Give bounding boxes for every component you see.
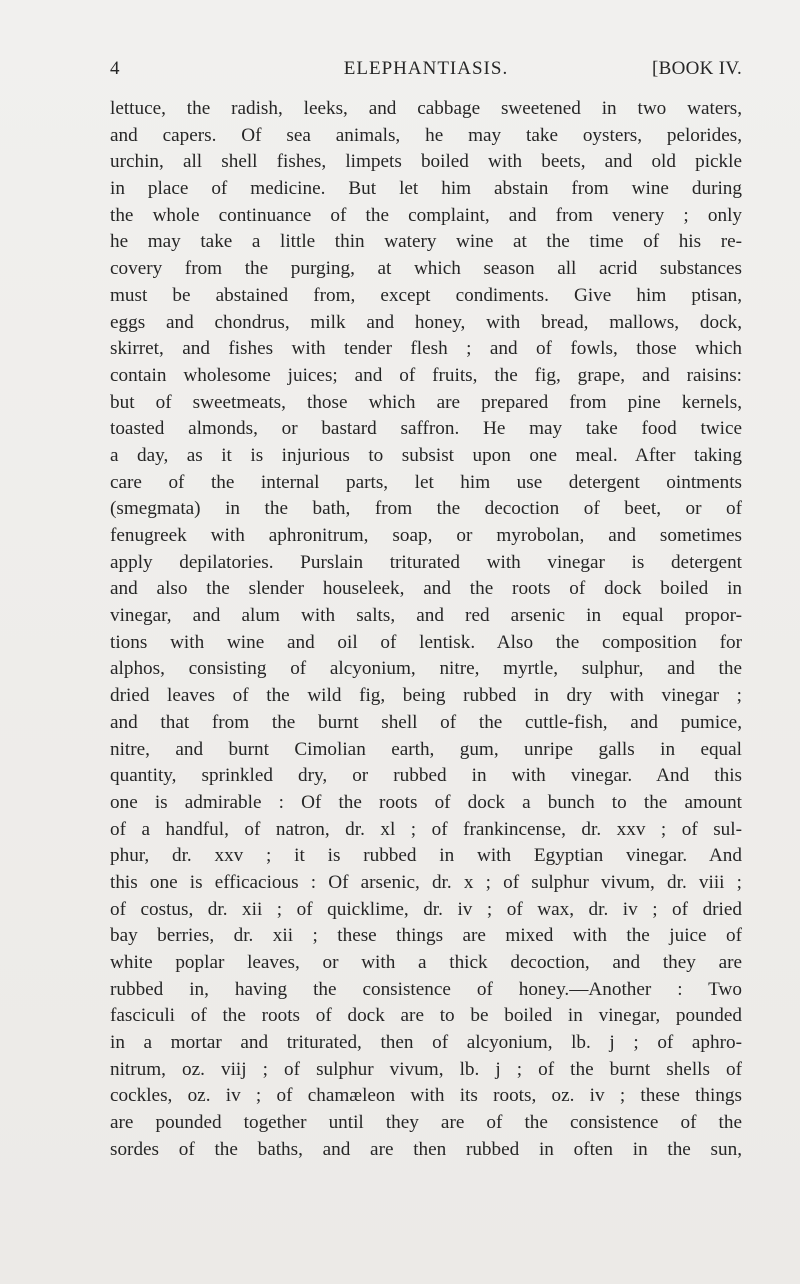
- text-line: a day, as it is injurious to subsist upon one meal. After taking: [110, 444, 742, 466]
- text-line: of costus, dr. xii ; of quicklime, dr. iv ; of wax, dr. iv ; of dried: [110, 898, 742, 920]
- text-line: must be abstained from, except condiments. Give him ptisan,: [110, 284, 742, 306]
- page-header: [110, 52, 742, 86]
- text-line: in place of medicine. But let him abstain from wine during: [110, 178, 742, 200]
- text-line: contain wholesome juices; and of fruits, the fig, grape, and raisins:: [110, 364, 742, 386]
- text-line: of a handful, of natron, dr. xl ; of frankincense, dr. xxv ; of sul-: [110, 818, 742, 840]
- text-line: the whole continuance of the complaint, and from venery ; only: [110, 204, 742, 226]
- text-line: lettuce, the radish, leeks, and cabbage sweetened in two waters,: [110, 98, 742, 119]
- text-line: care of the internal parts, let him use detergent ointments: [110, 471, 742, 493]
- text-line: urchin, all shell fishes, limpets boiled with beets, and old pickle: [110, 151, 742, 173]
- page-number: 4: [110, 58, 120, 79]
- text-line: toasted almonds, or bastard saffron. He may take food twice: [110, 418, 742, 440]
- text-line: nitre, and burnt Cimolian earth, gum, unripe galls in equal: [110, 738, 742, 760]
- text-line: rubbed in, having the consistence of honey.—Another : Two: [110, 978, 742, 1000]
- text-line: covery from the purging, at which season all acrid substances: [110, 258, 742, 280]
- text-line: eggs and chondrus, milk and honey, with bread, mallows, dock,: [110, 311, 742, 333]
- text-line: dried leaves of the wild fig, being rubbed in dry with vinegar ;: [110, 685, 742, 707]
- text-line: fasciculi of the roots of dock are to be boiled in vinegar, pounded: [110, 1005, 742, 1027]
- text-line: alphos, consisting of alcyonium, nitre, myrtle, sulphur, and the: [110, 658, 742, 680]
- text-line: apply depilatories. Purslain triturated with vinegar is detergent: [110, 551, 742, 573]
- text-line: (smegmata) in the bath, from the decoction of beet, or of: [110, 498, 742, 520]
- text-line: nitrum, oz. viij ; of sulphur vivum, lb. j ; of the burnt shells of: [110, 1058, 742, 1080]
- text-line: and capers. Of sea animals, he may take oysters, pelorides,: [110, 124, 742, 146]
- text-line: he may take a little thin watery wine at the time of his re-: [110, 231, 742, 253]
- book-label: [BOOK IV.: [652, 58, 742, 79]
- text-line: cockles, oz. iv ; of chamæleon with its roots, oz. iv ; these things: [110, 1085, 742, 1107]
- text-line: in a mortar and triturated, then of alcyonium, lb. j ; of aphro-: [110, 1032, 742, 1054]
- text-line: phur, dr. xxv ; it is rubbed in with Egyptian vinegar. And: [110, 845, 742, 867]
- body-text: [110, 96, 742, 1164]
- text-line: but of sweetmeats, those which are prepared from pine kernels,: [110, 391, 742, 413]
- text-line: tions with wine and oil of lentisk. Also the composition for: [110, 631, 742, 653]
- text-line: bay berries, dr. xii ; these things are mixed with the juice of: [110, 925, 742, 947]
- text-line: quantity, sprinkled dry, or rubbed in with vinegar. And this: [110, 765, 742, 787]
- text-line: fenugreek with aphronitrum, soap, or myrobolan, and sometimes: [110, 525, 742, 546]
- text-line: sordes of the baths, and are then rubbed in often in the sun,: [110, 1138, 742, 1160]
- text-line: are pounded together until they are of the consistence of the: [110, 1112, 742, 1134]
- text-line: vinegar, and alum with salts, and red arsenic in equal propor-: [110, 605, 742, 627]
- text-line: skirret, and fishes with tender flesh ; and of fowls, those which: [110, 338, 742, 360]
- text-line: and also the slender houseleek, and the roots of dock boiled in: [110, 578, 742, 600]
- running-title: ELEPHANTIASIS.: [343, 58, 509, 79]
- text-line: and that from the burnt shell of the cuttle-fish, and pumice,: [110, 711, 742, 733]
- text-line: this one is efficacious : Of arsenic, dr. x ; of sulphur vivum, dr. viii ;: [110, 871, 742, 893]
- text-line: white poplar leaves, or with a thick decoction, and they are: [110, 952, 742, 973]
- text-line: one is admirable : Of the roots of dock a bunch to the amount: [110, 791, 742, 813]
